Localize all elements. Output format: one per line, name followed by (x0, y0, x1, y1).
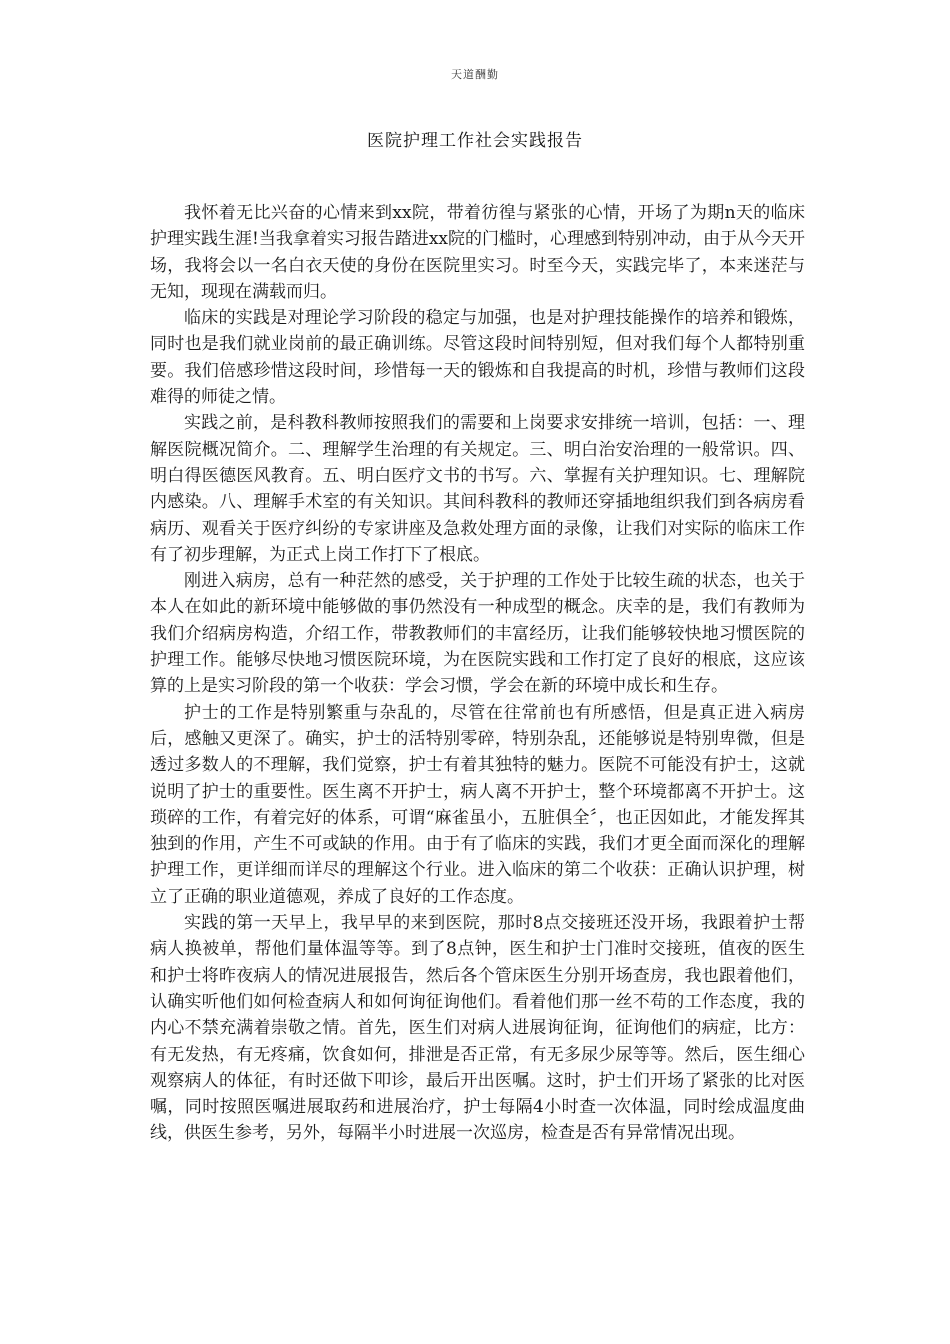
page-header: 天道酬勤 (451, 68, 499, 81)
paragraph: 刚进入病房，总有一种茫然的感受，关于护理的工作处于比较生疏的状态，也关于本人在如此的新环境中能够做的事仍然没有一种成型的概念。庆幸的是，我们有教师为我们介绍病房构造，介绍工作，带教教师们的丰富经历，让我们能够较快地习惯医院的护理工作。能够尽快地习惯医院环境，为在医院实践和工作打定了良好的根底，这应该算的上是实习阶段的第一个收获：学会习惯，学会在新的环境中成长和生存。 (150, 571, 805, 697)
paragraph: 实践之前，是科教科教师按照我们的需要和上岗要求安排统一培训，包括：一、理解医院概况简介。二、理解学生治理的有关规定。三、明白治安治理的一般常识。四、明白得医德医风教育。五、明白医疗文书的书写。六、掌握有关护理知识。七、理解院内感染。八、理解手术室的有关知识。其间科教科的教师还穿插地组织我们到各病房看病历、观看关于医疗纠纷的专家讲座及急救处理方面的录像，让我们对实际的临床工作有了初步理解，为正式上岗工作打下了根底。 (150, 413, 805, 565)
document-body (150, 200, 805, 1147)
paragraph: 实践的第一天早上，我早早的来到医院，那时8点交接班还没开场，我跟着护士帮病人换被单，帮他们量体温等等。到了8点钟，医生和护士门准时交接班，值夜的医生和护士将昨夜病人的情况进展报告，然后各个管床医生分别开场查房，我也跟着他们，认确实听他们如何检查病人和如何询征询他们。看着他们那一丝不苟的工作态度，我的内心不禁充满着崇敬之情。首先，医生们对病人进展询征询，征询他们的病症，比方：有无发热，有无疼痛，饮食如何，排泄是否正常，有无多尿少尿等等。然后，医生细心观察病人的体征，有时还做下叩诊，最后开出医嘱。这时，护士们开场了紧张的比对医嘱，同时按照医嘱进展取药和进展治疗，护士每隔4小时查一次体温，同时绘成温度曲线，供医生参考，另外，每隔半小时进展一次巡房，检查是否有异常情况出现。 (150, 913, 805, 1144)
paragraph: 我怀着无比兴奋的心情来到xx院，带着彷徨与紧张的心情，开场了为期n天的临床护理实践生涯!当我拿着实习报告踏进xx院的门槛时，心理感到特别冲动，由于从今天开场，我将会以一名白衣天使的身份在医院里实习。时至今天，实践完毕了，本来迷茫与无知，现现在满载而归。 (150, 203, 806, 302)
document-title: 医院护理工作社会实践报告 (367, 131, 583, 151)
paragraph: 护士的工作是特别繁重与杂乱的，尽管在往常前也有所感悟，但是真正进入病房后，感触又更深了。确实，护士的活特别零碎，特别杂乱，还能够说是特别卑微，但是透过多数人的不理解，我们觉察，护士有着其独特的魅力。医院不可能没有护士，这就说明了护士的重要性。医生离不开护士，病人离不开护士，整个环境都离不开护士。这琐碎的工作，有着完好的体系，可谓“麻雀虽小，五脏俱全〞，也正因如此，才能发挥其独到的作用，产生不可或缺的作用。由于有了临床的实践，我们才更全面而深化的理解护理工作，更详细而详尽的理解这个行业。进入临床的第二个收获：正确认识护理，树立了正确的职业道德观，养成了良好的工作态度。 (150, 702, 805, 907)
paragraph: 临床的实践是对理论学习阶段的稳定与加强，也是对护理技能操作的培养和锻炼，同时也是我们就业岗前的最正确训练。尽管这段时间特别短，但对我们每个人都特别重要。我们倍感珍惜这段时间，珍惜每一天的锻炼和自我提高的时机，珍惜与教师们这段难得的师徒之情。 (150, 308, 805, 408)
